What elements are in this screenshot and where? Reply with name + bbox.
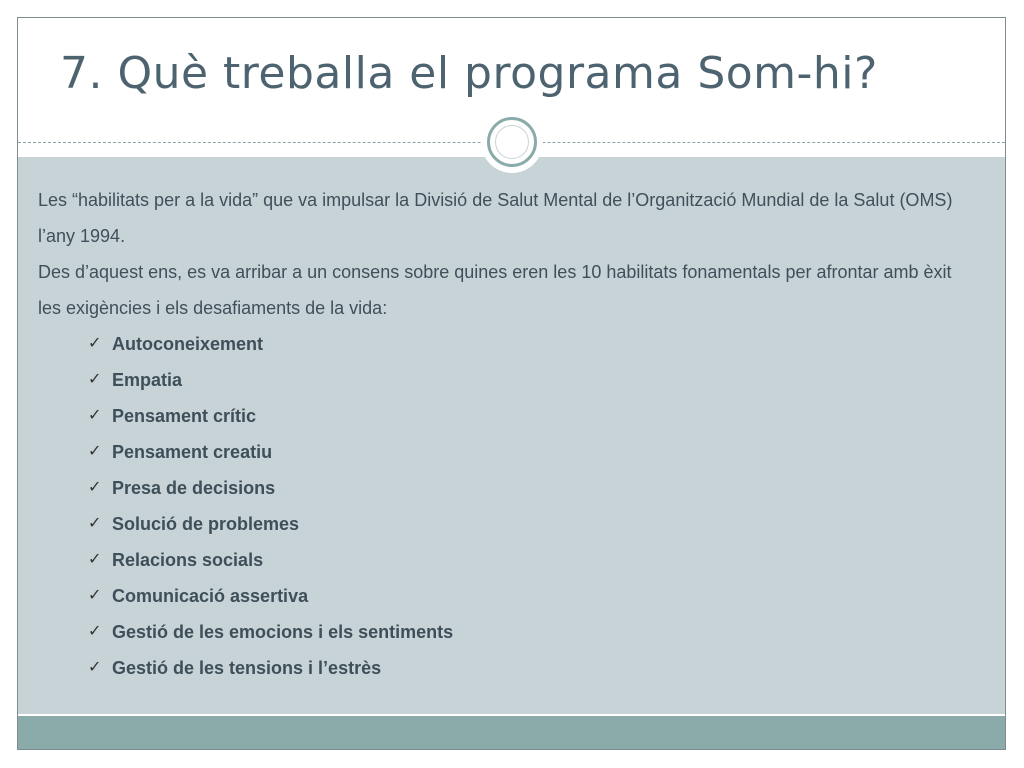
skill-label: Presa de decisions bbox=[112, 478, 276, 498]
consensus-paragraph: Des d’aquest ens, es va arribar a un consens sobre quines eren les 10 habilitats fonamentals per afrontar amb èxit les exigències i els desafiaments de la vida: bbox=[38, 262, 952, 318]
slide-title: 7. Què treballa el programa Som-hi? bbox=[60, 48, 878, 99]
skill-item bbox=[88, 614, 968, 650]
slide-body bbox=[38, 182, 968, 686]
checkmark-icon: ✓ bbox=[88, 371, 102, 388]
checkmark-icon: ✓ bbox=[88, 335, 102, 352]
skill-item bbox=[88, 578, 968, 614]
skill-label: Pensament creatiu bbox=[112, 442, 273, 462]
checkmark-icon: ✓ bbox=[88, 407, 102, 424]
skill-label: Gestió de les emocions i els sentiments bbox=[112, 622, 454, 642]
skill-item bbox=[88, 398, 968, 434]
checkmark-icon: ✓ bbox=[88, 551, 102, 568]
skill-label: Solució de problemes bbox=[112, 514, 300, 534]
intro-paragraph: Les “habilitats per a la vida” que va impulsar la Divisió de Salut Mental de l’Organització Mundial de la Salut (OMS) l’any 1994. bbox=[38, 190, 953, 246]
checkmark-icon: ✓ bbox=[88, 479, 102, 496]
skill-label: Comunicació assertiva bbox=[112, 586, 309, 606]
checkmark-icon: ✓ bbox=[88, 659, 102, 676]
skill-item bbox=[88, 470, 968, 506]
skill-label: Autoconeixement bbox=[112, 334, 264, 354]
skill-label: Gestió de les tensions i l’estrès bbox=[112, 658, 382, 678]
checkmark-icon: ✓ bbox=[88, 587, 102, 604]
footer-band bbox=[18, 716, 1005, 750]
skill-item bbox=[88, 434, 968, 470]
skill-item bbox=[88, 362, 968, 398]
checkmark-icon: ✓ bbox=[88, 443, 102, 460]
circle-ornament-icon bbox=[481, 111, 543, 173]
checkmark-icon: ✓ bbox=[88, 623, 102, 640]
checkmark-icon: ✓ bbox=[88, 515, 102, 532]
skill-item bbox=[88, 506, 968, 542]
skill-label: Pensament crític bbox=[112, 406, 257, 426]
skill-item bbox=[88, 650, 968, 686]
circle-ring-icon bbox=[487, 117, 537, 167]
skill-item bbox=[88, 542, 968, 578]
skill-label: Relacions socials bbox=[112, 550, 264, 570]
skills-list bbox=[38, 326, 968, 686]
skill-label: Empatia bbox=[112, 370, 183, 390]
skill-item bbox=[88, 326, 968, 362]
